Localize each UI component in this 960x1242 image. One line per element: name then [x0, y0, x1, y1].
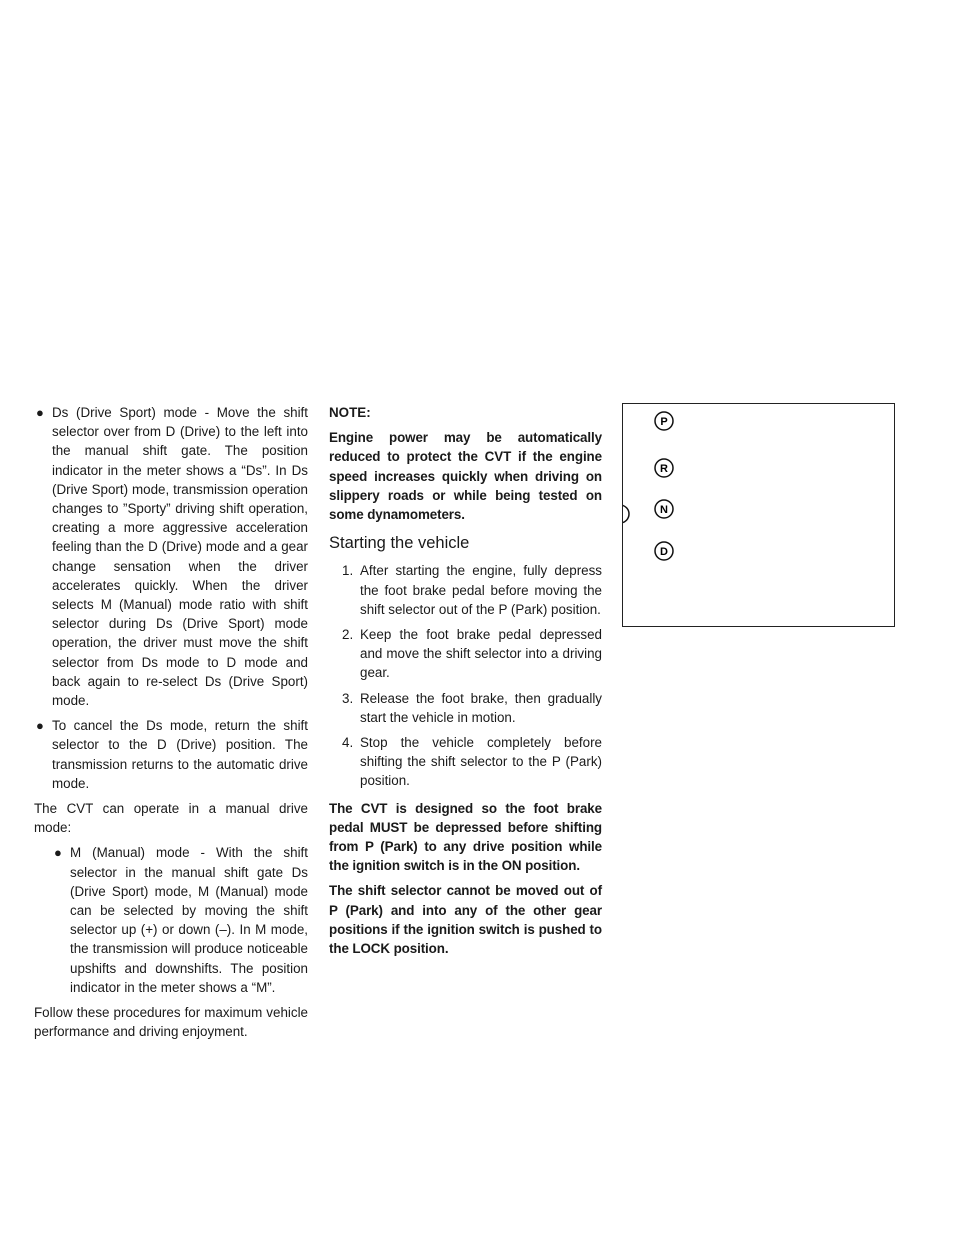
note-heading: NOTE:	[329, 405, 371, 420]
shift-selector-figure	[622, 403, 895, 627]
list-item	[34, 843, 308, 997]
bullet-icon: ●	[36, 718, 44, 734]
closing-text: Follow these procedures for maximum vehicle performance and driving enjoyment.	[34, 1005, 308, 1040]
manual-intro: The CVT can operate in a manual drive mode:	[34, 801, 308, 836]
svg-text:N: N	[660, 504, 668, 516]
list-item: 3. Release the foot brake, then gradually start the vehicle in motion.	[342, 690, 602, 725]
svg-text:P: P	[660, 416, 668, 428]
steps-list	[329, 561, 602, 790]
warning-text-2: The shift selector cannot be moved out of P (Park) and into any of the other gear positions if the ignition switch is pushed to the LOCK position.	[329, 883, 602, 957]
list-item: 2. Keep the foot brake pedal depressed and move the shift selector into a driving gear.	[342, 627, 602, 681]
m-mode-text: M (Manual) mode - With the shift selector in the manual shift gate Ds (Drive Sport) mode, M (Manual) mode can be selected by moving the shift selector up (+) or down (–). In M mode, the transmission will produce noticeable upshifts and downshifts. The position indicator in the meter shows a “M”.	[70, 845, 308, 995]
list-item	[34, 403, 308, 710]
ds-mode-text: Ds (Drive Sport) mode - Move the shift selector over from D (Drive) to the left into the manual shift gate. The position indicator in the meter shows a “Ds”. In Ds (Drive Sport) mode, transmission operation changes to ”Sporty” driving shift operation, creating a more aggressive acceleration feeling than the D (Drive) mode and a gear change sensation when the driver accelerates quickly. When the driver selects M (Manual) mode ratio with shift selector during Ds (Drive Sport) mode operation, the driver must move the shift selector from Ds mode to D mode and back again to re-select Ds (Drive Sport) mode.	[52, 405, 308, 709]
column-left	[34, 403, 308, 1048]
cancel-ds-text: To cancel the Ds mode, return the shift selector to the D (Drive) position. The transmission returns to the automatic drive mode.	[52, 718, 308, 791]
bullet-icon: ●	[36, 405, 44, 420]
svg-text:R: R	[660, 463, 668, 475]
column-right	[622, 403, 895, 631]
list-item	[34, 716, 308, 793]
column-middle	[329, 403, 602, 964]
section-heading-starting: Starting the vehicle	[329, 534, 470, 553]
svg-text:D: D	[660, 546, 668, 558]
note-text: Engine power may be automatically reduced to protect the CVT if the engine speed increases quickly when driving on slippery roads or while being tested on some dynamometers.	[329, 430, 602, 523]
list-item: 4. Stop the vehicle completely before shifting the shift selector to the P (Park) position.	[342, 735, 602, 789]
shift-diagram	[623, 404, 894, 626]
bullet-icon: ●	[54, 845, 62, 861]
warning-text-1: The CVT is designed so the foot brake pedal MUST be depressed before shifting from P (Park) to any drive position while the ignition switch is in the ON position.	[329, 800, 602, 874]
list-item: 1. After starting the engine, fully depress the foot brake pedal before moving the shift selector out of the P (Park) position.	[342, 563, 602, 617]
